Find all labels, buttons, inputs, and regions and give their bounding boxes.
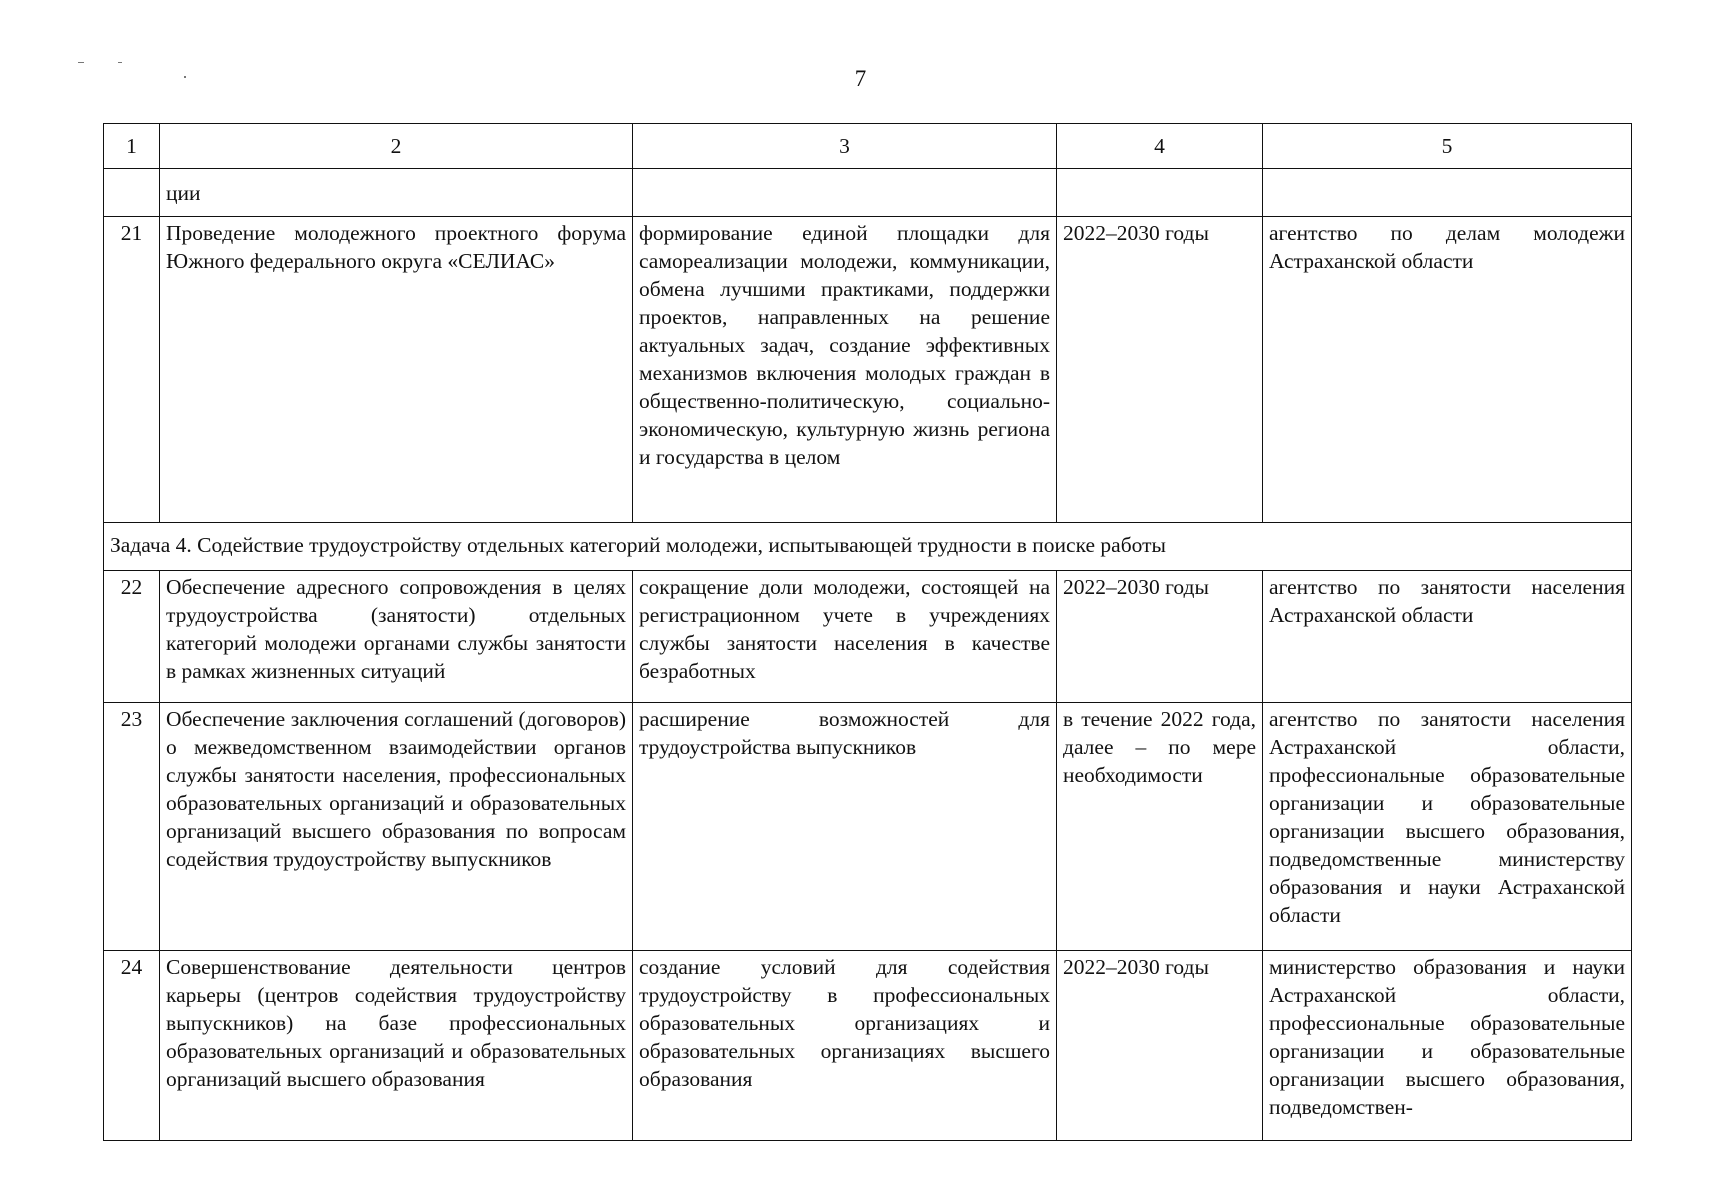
executor-cell: министерство образования и науки Астраханской области, профессиональные образовательные организации и образовательные организации высшего образования, подведомствен- [1263,951,1632,1141]
table-row [104,217,1632,523]
measures-table [103,123,1632,1141]
header-cell: 5 [1263,124,1632,169]
executor-cell: агентство по занятости населения Астраханской области, профессиональные образовательные организации и образовательные организации высшего образования, подведомственные министерству образования и науки Астраханской области [1263,703,1632,951]
executor-cell: агентство по занятости населения Астраханской области [1263,571,1632,703]
table-row [104,951,1632,1141]
number-cell: 22 [104,571,160,703]
result-cell [633,169,1057,217]
number-cell: 21 [104,217,160,523]
executor-cell [1263,169,1632,217]
term-cell: в течение 2022 года, далее – по мере необходимости [1057,703,1263,951]
number-cell [104,169,160,217]
task-heading: Задача 4. Содействие трудоустройству отдельных категорий молодежи, испытывающей трудности в поиске работы [104,523,1632,571]
number-cell: 24 [104,951,160,1141]
header-cell: 2 [160,124,633,169]
task-row [104,523,1632,571]
term-cell [1057,169,1263,217]
measure-cell: Совершенствование деятельности центров карьеры (центров содействия трудоустройству выпускников) на базе профессиональных образовательных организаций и образовательных организаций высшего образования [160,951,633,1141]
number-cell: 23 [104,703,160,951]
result-cell: формирование единой площадки для самореализации молодежи, коммуникации, обмена лучшими практиками, поддержки проектов, направленных на решение актуальных задач, создание эффективных механизмов включения молодых граждан в общественно-политическую, социально-экономическую, культурную жизнь региона и государства в целом [633,217,1057,523]
scan-speck [118,62,122,63]
result-cell: сокращение доли молодежи, состоящей на регистрационном учете в учреждениях службы занятости населения в качестве безработных [633,571,1057,703]
term-cell: 2022–2030 годы [1057,217,1263,523]
table-row-continuation [104,169,1632,217]
page-number: 7 [854,66,867,91]
measure-cell: Обеспечение заключения соглашений (договоров) о межведомственном взаимодействии органов службы занятости населения, профессиональных образовательных организаций и образовательных организаций высшего образования по вопросам содействия трудоустройству выпускников [160,703,633,951]
result-cell: создание условий для содействия трудоустройству в профессиональных образовательных организациях и образовательных организациях высшего образования [633,951,1057,1141]
table-row [104,703,1632,951]
result-cell: расширение возможностей для трудоустройства выпускников [633,703,1057,951]
scan-speck [78,62,84,63]
measure-cell: Проведение молодежного проектного форума Южного федерального округа «СЕЛИАС» [160,217,633,523]
executor-cell: агентство по делам молодежи Астраханской области [1263,217,1632,523]
header-cell: 3 [633,124,1057,169]
measure-cell: Обеспечение адресного сопровождения в целях трудоустройства (занятости) отдельных категорий молодежи органами службы занятости в рамках жизненных ситуаций [160,571,633,703]
term-cell: 2022–2030 годы [1057,571,1263,703]
table-row [104,571,1632,703]
measure-cell: ции [160,169,633,217]
table-header-row [104,124,1632,169]
term-cell: 2022–2030 годы [1057,951,1263,1141]
header-cell: 1 [104,124,160,169]
header-cell: 4 [1057,124,1263,169]
